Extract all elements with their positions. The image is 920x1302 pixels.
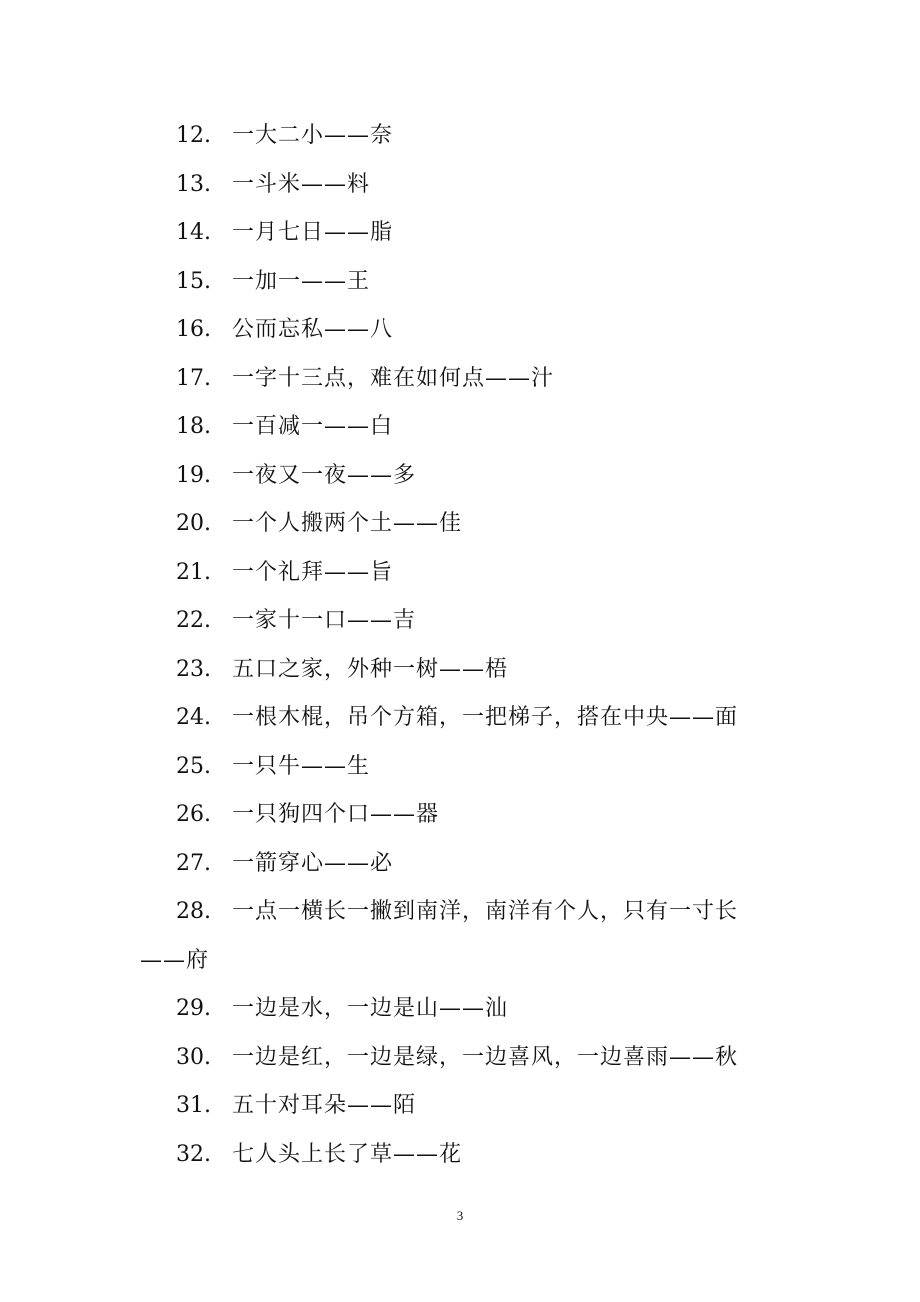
list-item <box>140 985 780 1034</box>
list-item <box>140 500 780 549</box>
item-text: 一家十一口——吉 <box>232 608 417 633</box>
item-number: 18. <box>176 414 211 439</box>
list-item <box>140 549 780 598</box>
list-item <box>140 1131 780 1180</box>
item-number: 22. <box>176 608 211 633</box>
item-text: 五十对耳朵——陌 <box>232 1093 417 1118</box>
page-number: 3 <box>456 1208 464 1223</box>
list-item <box>140 646 780 695</box>
item-number: 20. <box>176 511 211 536</box>
item-text: 一月七日——脂 <box>232 220 394 245</box>
item-number: 32. <box>176 1141 211 1167</box>
item-number: 30. <box>176 1044 211 1070</box>
item-number: 28. <box>176 899 211 924</box>
riddle-list <box>140 112 780 1179</box>
item-number: 27. <box>176 850 211 876</box>
list-item <box>140 1034 780 1083</box>
item-text: 一只狗四个口——器 <box>232 802 440 827</box>
item-text: 一边是红，一边是绿，一边喜风，一边喜雨——秋 <box>232 1044 739 1070</box>
item-number: 24. <box>176 705 211 730</box>
item-text: 一箭穿心——必 <box>232 850 394 876</box>
item-number: 26. <box>176 802 211 827</box>
item-number: 29. <box>176 996 211 1021</box>
item-number: 23. <box>176 656 211 682</box>
list-item <box>140 161 780 210</box>
list-item <box>140 840 780 889</box>
item-number: 16. <box>176 317 211 342</box>
item-text: 一只牛——生 <box>232 753 371 779</box>
item-text: 一斗米——料 <box>232 171 371 197</box>
item-number: 15. <box>176 268 211 294</box>
list-item <box>140 112 780 161</box>
item-number: 25. <box>176 753 211 779</box>
item-number: 12. <box>176 123 211 148</box>
list-item <box>140 355 780 404</box>
item-number: 14. <box>176 220 211 245</box>
list-item <box>140 452 780 501</box>
item-text: 一夜又一夜——多 <box>232 462 417 488</box>
list-item <box>140 597 780 646</box>
item-text: 一边是水，一边是山——汕 <box>232 996 509 1021</box>
list-item <box>140 1082 780 1131</box>
list-item <box>140 306 780 355</box>
item-text: 一大二小——奈 <box>232 123 394 148</box>
item-text: 一个人搬两个土——佳 <box>232 511 463 536</box>
list-item <box>140 743 780 792</box>
item-number: 13. <box>176 171 211 197</box>
list-item <box>140 694 780 743</box>
item-number: 17. <box>176 365 211 391</box>
item-text: 一百减一——白 <box>232 414 394 439</box>
list-item <box>140 209 780 258</box>
item-text: 一个礼拜——旨 <box>232 559 394 585</box>
item-text: 七人头上长了草——花 <box>232 1141 463 1167</box>
item-text: 五口之家，外种一树——梧 <box>232 656 509 682</box>
item-text: 一点一横长一撇到南洋，南洋有个人，只有一寸长——府 <box>140 899 739 973</box>
list-item <box>140 791 780 840</box>
list-item <box>140 258 780 307</box>
item-number: 21. <box>176 559 211 585</box>
item-text: 一字十三点，难在如何点——汁 <box>232 365 555 391</box>
list-item <box>140 888 780 985</box>
item-number: 31. <box>176 1093 211 1118</box>
item-number: 19. <box>176 462 211 488</box>
list-item <box>140 403 780 452</box>
item-text: 公而忘私——八 <box>232 317 394 342</box>
item-text: 一加一——王 <box>232 268 371 294</box>
item-text: 一根木棍，吊个方箱，一把梯子，搭在中央——面 <box>232 705 739 730</box>
